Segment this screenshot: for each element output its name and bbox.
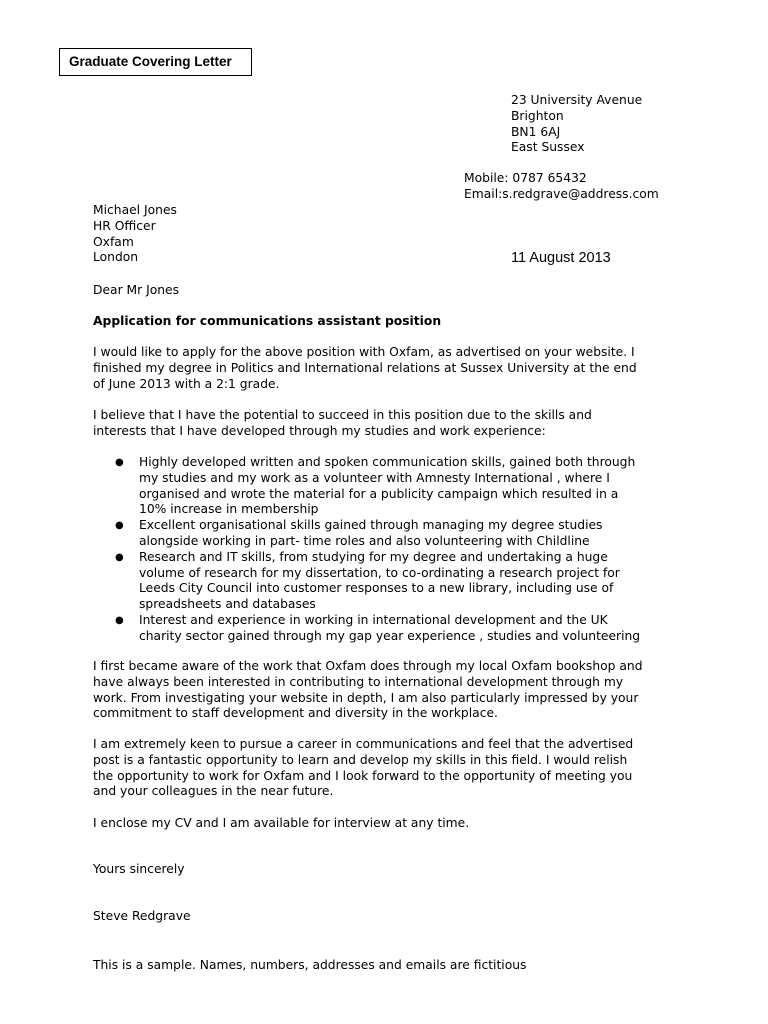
bullet-line: Research and IT skills, from studying for my degree and undertaking a huge bbox=[139, 549, 608, 564]
recipient-address bbox=[93, 203, 177, 266]
paragraph-line: work. From investigating your website in depth, I am also particularly impressed by your bbox=[93, 690, 639, 705]
email-address: Email:s.redgrave@address.com bbox=[464, 186, 659, 201]
paragraph-line: I first became aware of the work that Oxfam does through my local Oxfam bookshop and bbox=[93, 659, 643, 673]
paragraph-line: post is a fantastic opportunity to learn and develop my skills in this field. I would relish bbox=[93, 752, 628, 767]
sender-address bbox=[511, 93, 642, 156]
subject-line: Application for communications assistant position bbox=[93, 314, 442, 328]
valediction: Yours sincerely bbox=[93, 862, 185, 876]
bullet-line: charity sector gained through my gap year experience , studies and volunteering bbox=[139, 628, 641, 643]
bullet-line: Interest and experience in working in international development and the UK bbox=[139, 612, 608, 627]
sender-address-line: 23 University Avenue bbox=[511, 93, 643, 107]
paragraph-keen bbox=[93, 737, 683, 800]
sample-disclaimer: This is a sample. Names, numbers, addresses and emails are fictitious bbox=[93, 958, 527, 972]
recipient-line: HR Officer bbox=[93, 218, 156, 233]
bullet-item bbox=[93, 455, 693, 518]
bullet-item bbox=[93, 613, 693, 645]
bullet-line: alongside working in part- time roles and also volunteering with Childline bbox=[139, 533, 590, 548]
document-title: Graduate Covering Letter bbox=[69, 54, 232, 69]
paragraph-line: the opportunity to work for Oxfam and I look forward to the opportunity of meeting you bbox=[93, 768, 633, 783]
bullet-line: my studies and my work as a volunteer with Amnesty International , where I bbox=[139, 470, 610, 485]
signature-name: Steve Redgrave bbox=[93, 909, 191, 923]
bullet-item bbox=[93, 550, 693, 613]
paragraph-line: have always been interested in contributing to international development through my bbox=[93, 674, 624, 689]
bullet-line: Excellent organisational skills gained through managing my degree studies bbox=[139, 518, 603, 533]
letter-date: 11 August 2013 bbox=[511, 250, 611, 266]
mobile-number: Mobile: 0787 65432 bbox=[464, 171, 587, 185]
bullet-icon: ● bbox=[115, 551, 124, 563]
paragraph-enclose bbox=[93, 816, 683, 832]
bullet-line: Leeds City Council into customer responses to a new library, including use of bbox=[139, 581, 614, 596]
paragraph-line: I enclose my CV and I am available for interview at any time. bbox=[93, 816, 470, 830]
bullet-line: 10% increase in membership bbox=[139, 502, 319, 517]
sender-address-line: Brighton bbox=[511, 108, 564, 123]
paragraph-line: I am extremely keen to pursue a career in communications and feel that the advertised bbox=[93, 737, 634, 751]
bullet-item bbox=[93, 518, 693, 550]
recipient-line: London bbox=[93, 250, 139, 265]
paragraph-line: finished my degree in Politics and International relations at Sussex University at the end bbox=[93, 360, 637, 375]
bullet-line: spreadsheets and databases bbox=[139, 597, 316, 612]
bullet-line: Highly developed written and spoken communication skills, gained both through bbox=[139, 455, 636, 469]
salutation: Dear Mr Jones bbox=[93, 283, 180, 297]
sender-address-line: BN1 6AJ bbox=[511, 124, 561, 139]
paragraph-line: I would like to apply for the above position with Oxfam, as advertised on your website. I bbox=[93, 345, 635, 359]
bullet-icon: ● bbox=[115, 614, 124, 626]
bullet-line: volume of research for my dissertation, to co-ordinating a research project for bbox=[139, 565, 620, 580]
recipient-line: Oxfam bbox=[93, 234, 134, 249]
paragraph-line: of June 2013 with a 2:1 grade. bbox=[93, 376, 280, 391]
skills-bullet-list bbox=[93, 455, 693, 645]
sender-contact bbox=[464, 171, 659, 203]
paragraph-potential bbox=[93, 408, 683, 440]
paragraph-line: commitment to staff development and diversity in the workplace. bbox=[93, 706, 498, 721]
bullet-icon: ● bbox=[115, 520, 124, 532]
paragraph-intro bbox=[93, 345, 683, 392]
paragraph-line: and your colleagues in the near future. bbox=[93, 784, 334, 799]
paragraph-line: I believe that I have the potential to succeed in this position due to the skills and bbox=[93, 408, 592, 422]
bullet-icon: ● bbox=[115, 457, 124, 468]
recipient-line: Michael Jones bbox=[93, 203, 177, 217]
bullet-line: organised and wrote the material for a publicity campaign which resulted in a bbox=[139, 486, 619, 501]
paragraph-aware bbox=[93, 659, 683, 722]
paragraph-line: interests that I have developed through my studies and work experience: bbox=[93, 423, 546, 438]
sender-address-line: East Sussex bbox=[511, 140, 585, 155]
document-title-box bbox=[59, 48, 252, 76]
